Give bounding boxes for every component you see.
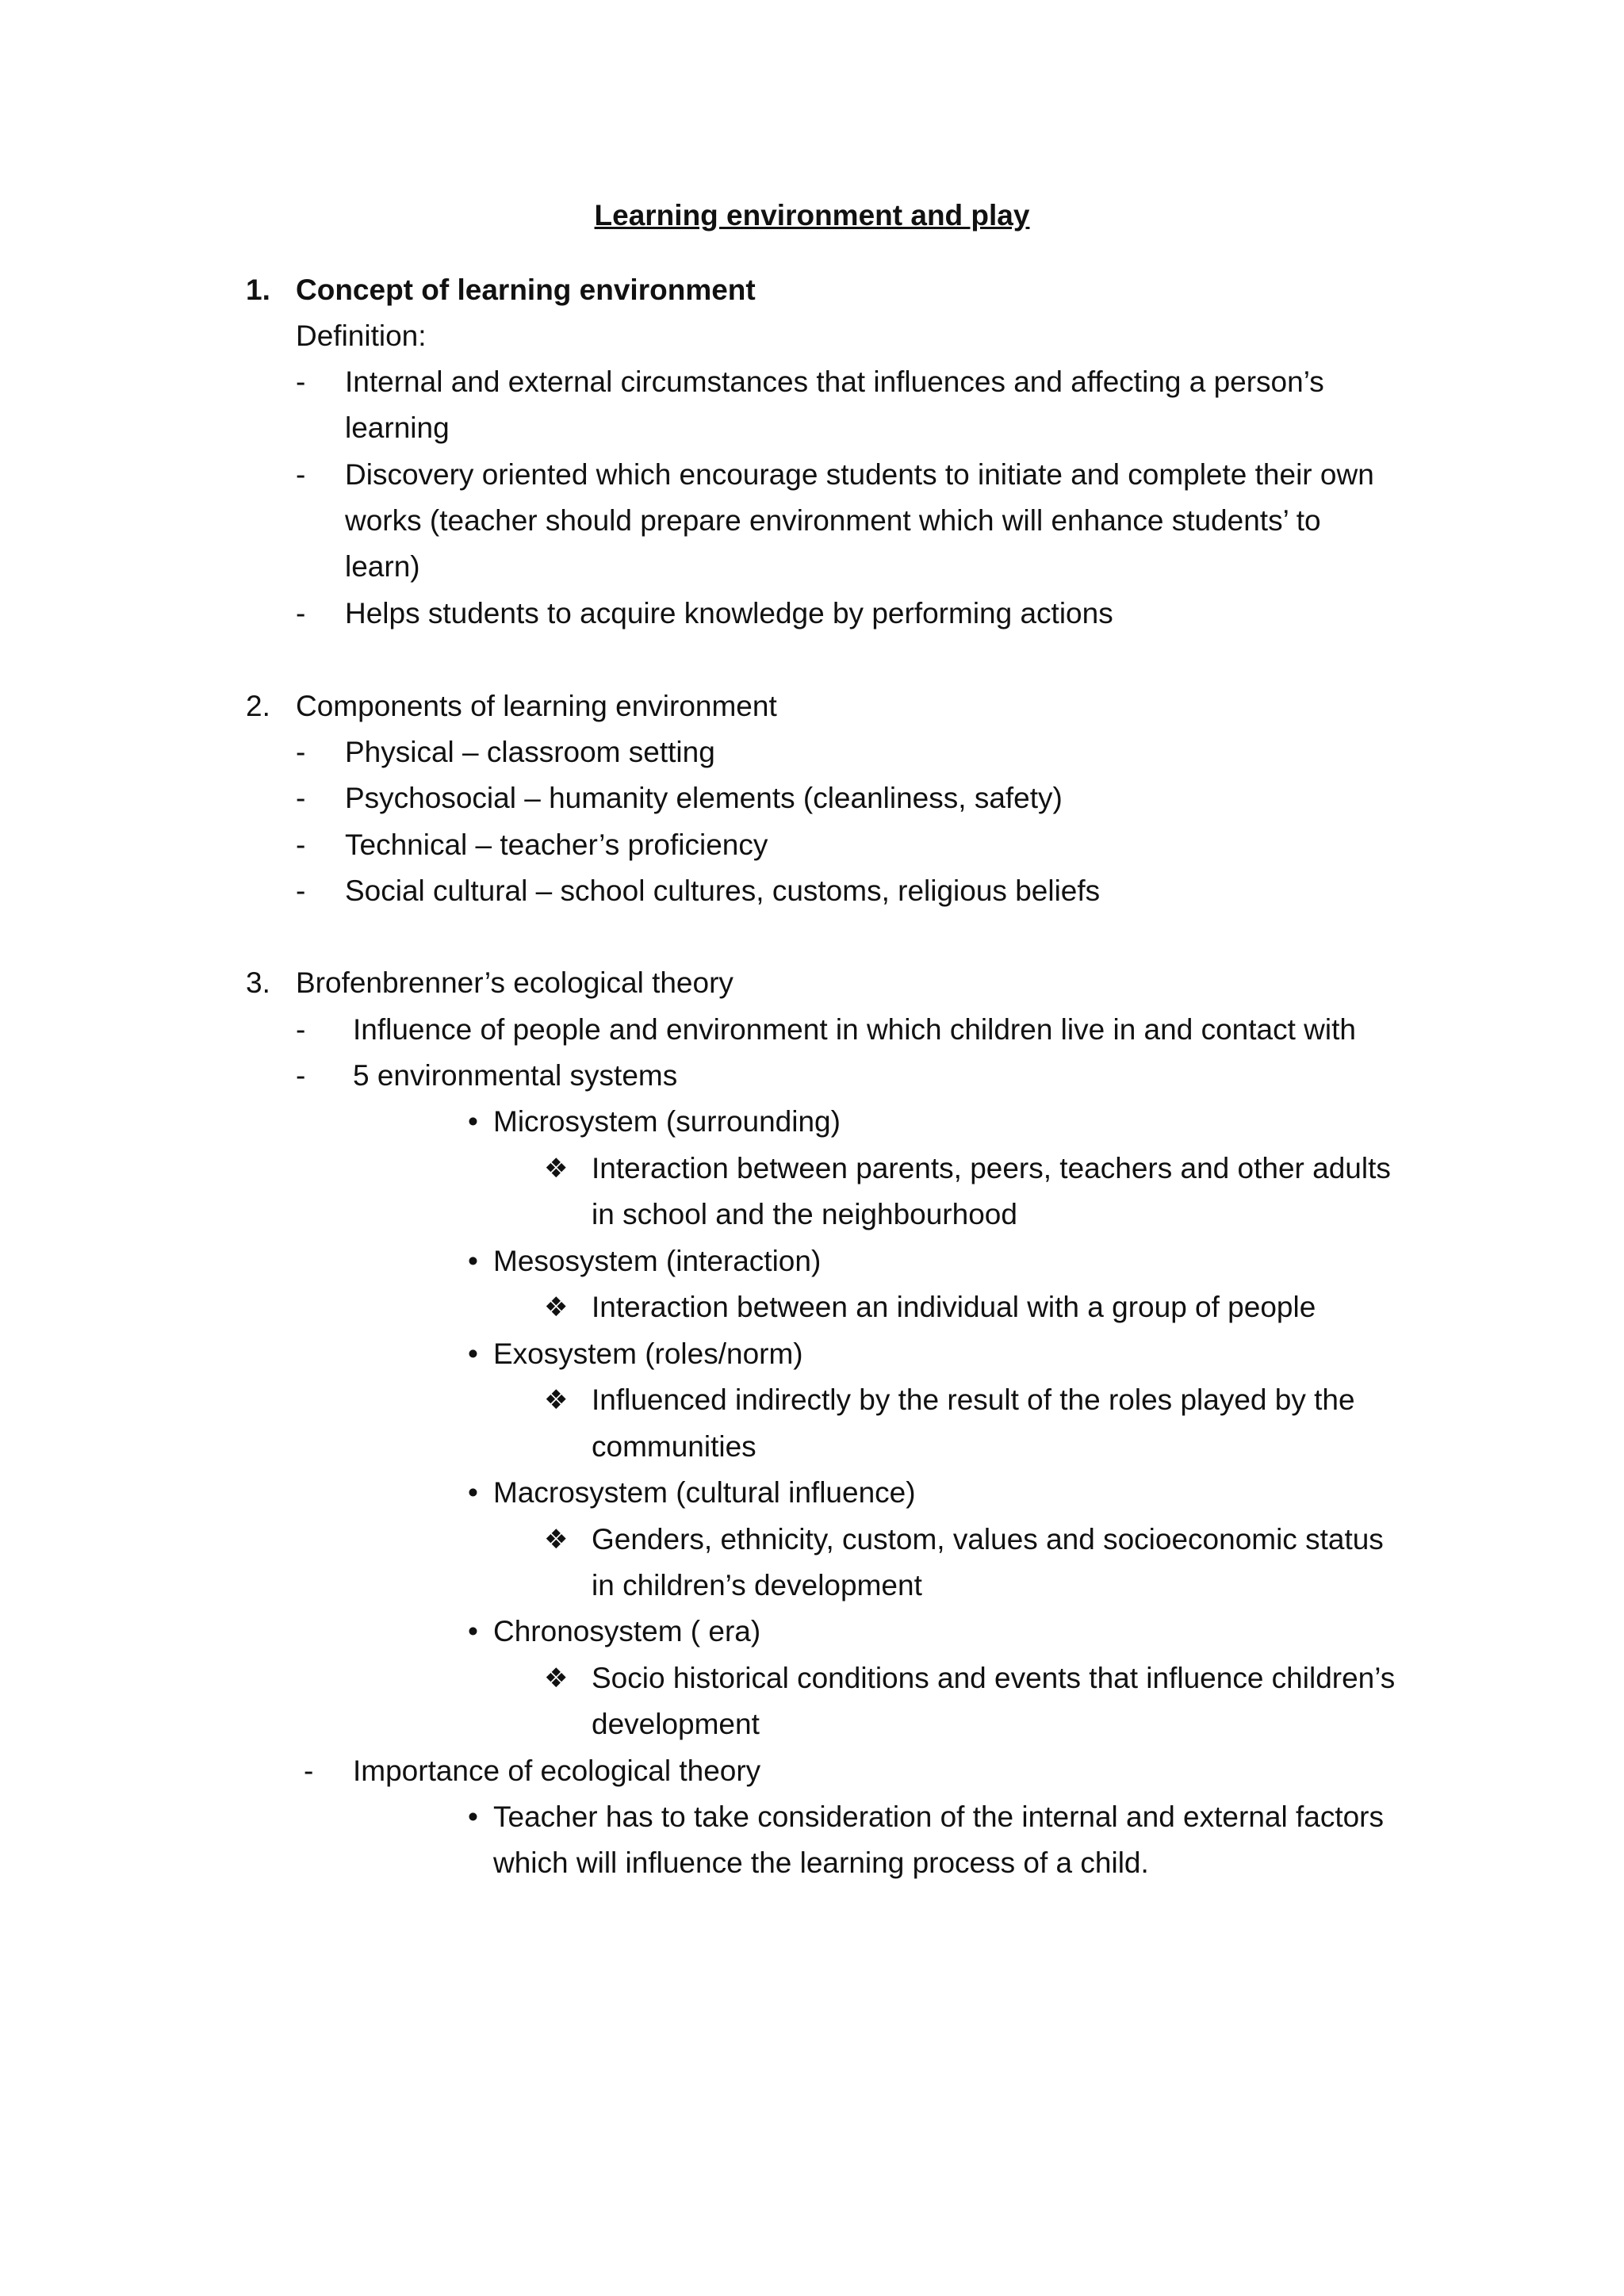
s2-item: Social cultural – school cultures, customs, religious beliefs	[345, 874, 1101, 907]
exosystem: Exosystem (roles/norm)	[493, 1337, 803, 1370]
dash-marker: -	[296, 1059, 306, 1092]
section-3-number: 3.	[246, 966, 270, 999]
section-1-number: 1.	[246, 274, 270, 306]
diamond-marker: ❖	[544, 1385, 569, 1415]
document-title: Learning environment and play	[594, 199, 1030, 232]
s2-item: Psychosocial – humanity elements (cleanliness, safety)	[345, 782, 1063, 814]
dash-marker: -	[296, 736, 306, 768]
dash-marker: -	[296, 1013, 306, 1046]
diamond-marker: ❖	[544, 1525, 569, 1555]
microsystem: Microsystem (surrounding)	[493, 1105, 841, 1138]
importance-line-1: Teacher has to take consideration of the internal and external factors	[493, 1800, 1385, 1833]
section-3-heading: Brofenbrenner’s ecological theory	[296, 966, 733, 999]
s2-item: Technical – teacher’s proficiency	[345, 828, 768, 861]
diamond-marker: ❖	[544, 1292, 569, 1322]
s1-bullet-2-line-1: Discovery oriented which encourage students to initiate and complete their own	[345, 458, 1374, 491]
microsystem-desc-line-1: Interaction between parents, peers, teachers and other adults	[592, 1152, 1391, 1184]
s1-bullet-3: Helps students to acquire knowledge by performing actions	[345, 597, 1113, 629]
macrosystem-desc-line-1: Genders, ethnicity, custom, values and socioeconomic status	[592, 1523, 1384, 1556]
exosystem-desc-line-2: communities	[592, 1430, 756, 1463]
s1-bullet-2-line-3: learn)	[345, 550, 420, 583]
dash-marker: -	[296, 458, 306, 491]
dash-marker: -	[296, 782, 306, 814]
chronosystem-desc-line-1: Socio historical conditions and events that influence children’s	[592, 1662, 1396, 1694]
bullet-marker: •	[468, 1476, 478, 1509]
dash-marker: -	[296, 874, 306, 907]
s1-bullet-2-line-2: works (teacher should prepare environment which will enhance students’ to	[345, 504, 1321, 537]
dash-marker: -	[296, 365, 306, 398]
mesosystem-desc: Interaction between an individual with a group of people	[592, 1291, 1316, 1323]
diamond-marker: ❖	[544, 1663, 569, 1693]
section-1-heading: Concept of learning environment	[296, 274, 756, 306]
diamond-marker: ❖	[544, 1154, 569, 1184]
bullet-marker: •	[468, 1615, 478, 1647]
section-2-heading: Components of learning environment	[296, 690, 777, 722]
s3-point-1: Influence of people and environment in which children live in and contact with	[353, 1013, 1356, 1046]
s1-bullet-1-line-1: Internal and external circumstances that influences and affecting a person’s	[345, 365, 1324, 398]
bullet-marker: •	[468, 1337, 478, 1370]
dash-marker: -	[304, 1755, 314, 1787]
importance-line-2: which will influence the learning process of a child.	[493, 1846, 1149, 1879]
dash-marker: -	[296, 597, 306, 629]
chronosystem: Chronosystem ( era)	[493, 1615, 761, 1647]
dash-marker: -	[296, 828, 306, 861]
exosystem-desc-line-1: Influenced indirectly by the result of the roles played by the	[592, 1383, 1355, 1416]
s1-bullet-1-line-2: learning	[345, 411, 450, 444]
s3-point-2: 5 environmental systems	[353, 1059, 678, 1092]
macrosystem: Macrosystem (cultural influence)	[493, 1476, 916, 1509]
bullet-marker: •	[468, 1800, 478, 1833]
mesosystem: Mesosystem (interaction)	[493, 1245, 822, 1277]
macrosystem-desc-line-2: in children’s development	[592, 1569, 922, 1601]
bullet-marker: •	[468, 1245, 478, 1277]
section-2-number: 2.	[246, 690, 270, 722]
chronosystem-desc-line-2: development	[592, 1708, 760, 1740]
importance-heading: Importance of ecological theory	[353, 1755, 761, 1787]
s2-item: Physical – classroom setting	[345, 736, 715, 768]
definition-label: Definition:	[296, 320, 427, 352]
microsystem-desc-line-2: in school and the neighbourhood	[592, 1198, 1017, 1230]
bullet-marker: •	[468, 1105, 478, 1138]
